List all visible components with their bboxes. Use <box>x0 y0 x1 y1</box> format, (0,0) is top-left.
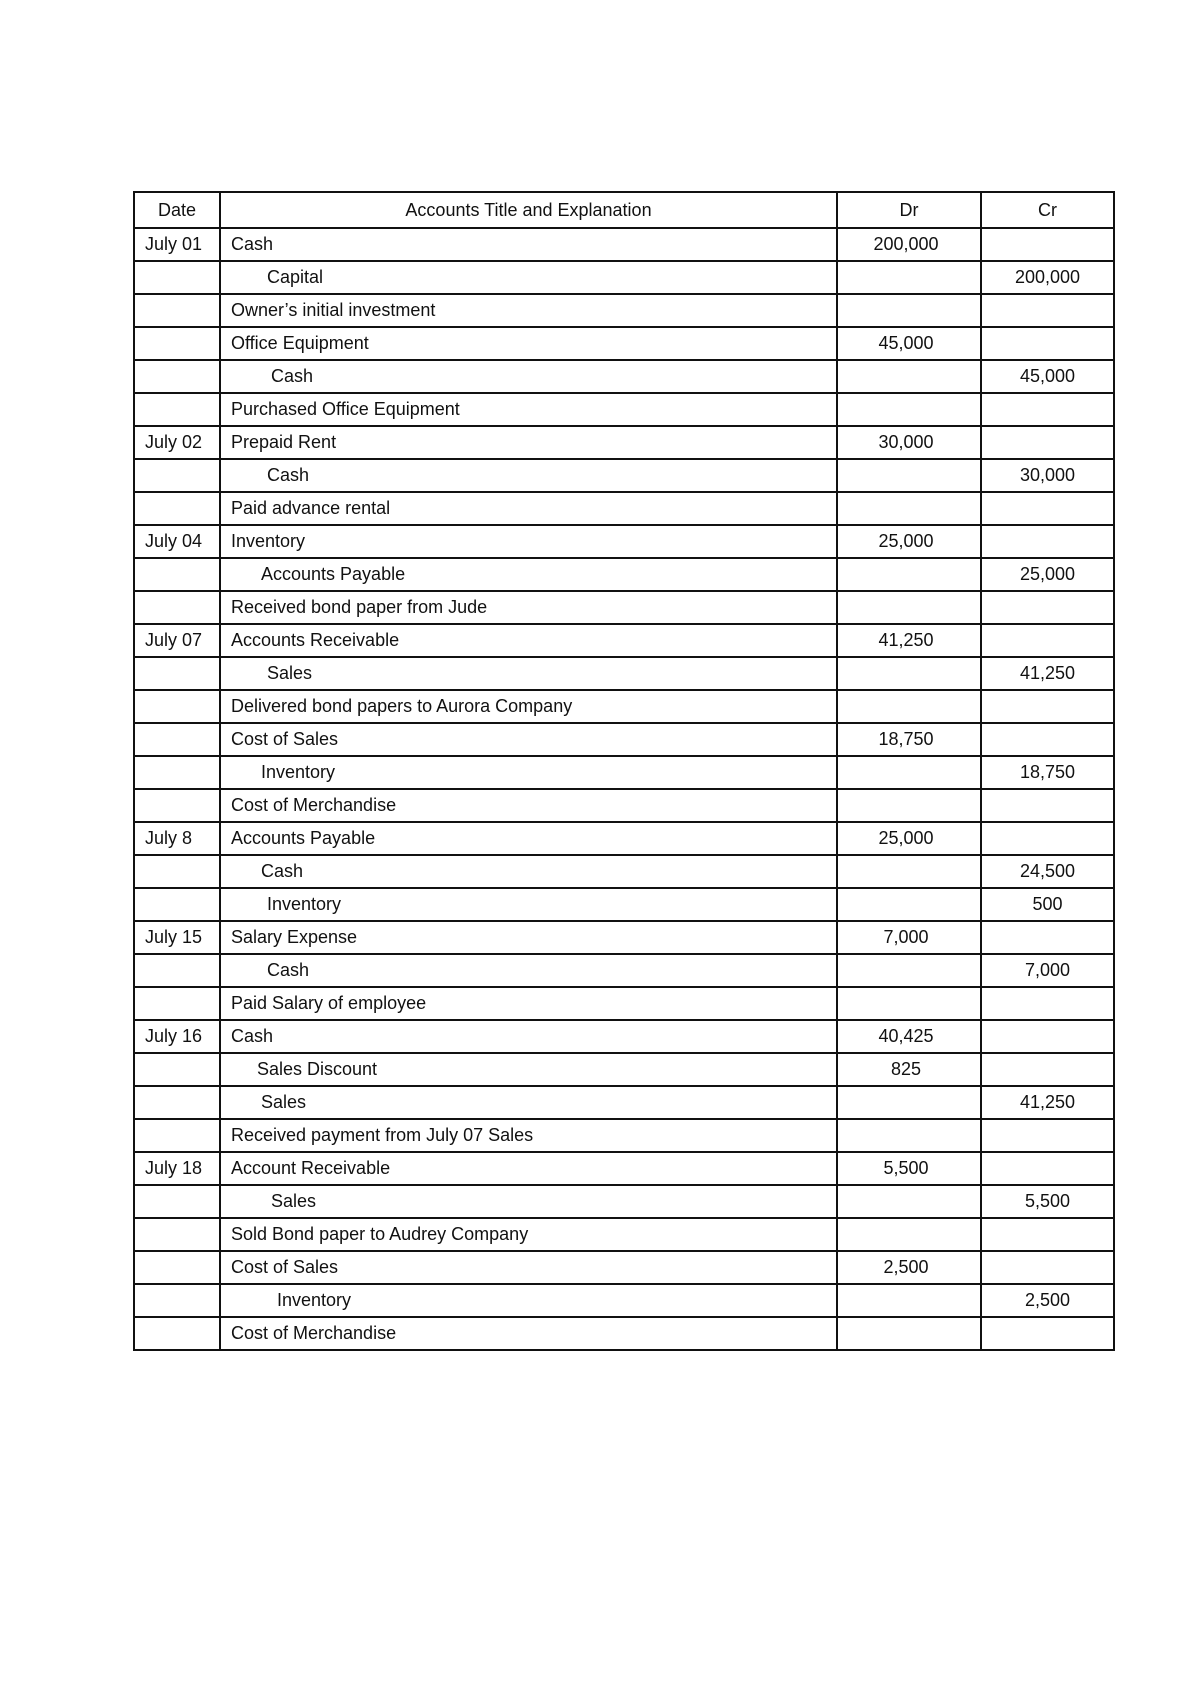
account-cell: Received payment from July 07 Sales <box>220 1119 837 1152</box>
credit-cell <box>981 987 1114 1020</box>
date-cell <box>134 1185 220 1218</box>
account-cell: Received bond paper from Jude <box>220 591 837 624</box>
credit-cell <box>981 1317 1114 1350</box>
table-row <box>134 426 1114 459</box>
table-row <box>134 954 1114 987</box>
credit-cell <box>981 789 1114 822</box>
date-cell <box>134 327 220 360</box>
account-cell: Cash <box>220 954 837 987</box>
credit-cell <box>981 1152 1114 1185</box>
credit-cell <box>981 921 1114 954</box>
credit-header: Cr <box>981 192 1114 228</box>
account-cell: Accounts Payable <box>220 822 837 855</box>
table-row <box>134 888 1114 921</box>
account-cell: Sold Bond paper to Audrey Company <box>220 1218 837 1251</box>
table-row <box>134 261 1114 294</box>
table-row <box>134 855 1114 888</box>
table-row <box>134 1152 1114 1185</box>
table-row <box>134 789 1114 822</box>
debit-cell <box>837 558 981 591</box>
header-row <box>134 192 1114 228</box>
credit-cell: 2,500 <box>981 1284 1114 1317</box>
debit-cell: 25,000 <box>837 525 981 558</box>
table-row <box>134 1119 1114 1152</box>
table-row <box>134 360 1114 393</box>
credit-cell <box>981 228 1114 261</box>
credit-cell <box>981 624 1114 657</box>
debit-cell <box>837 855 981 888</box>
credit-cell: 200,000 <box>981 261 1114 294</box>
debit-cell: 5,500 <box>837 1152 981 1185</box>
debit-cell: 7,000 <box>837 921 981 954</box>
table-row <box>134 1218 1114 1251</box>
account-cell: Accounts Payable <box>220 558 837 591</box>
debit-cell <box>837 459 981 492</box>
date-cell: July 15 <box>134 921 220 954</box>
account-cell: Salary Expense <box>220 921 837 954</box>
account-cell: Delivered bond papers to Aurora Company <box>220 690 837 723</box>
debit-cell <box>837 360 981 393</box>
debit-cell <box>837 492 981 525</box>
credit-cell <box>981 1251 1114 1284</box>
table-row <box>134 558 1114 591</box>
date-cell <box>134 558 220 591</box>
account-cell: Cash <box>220 360 837 393</box>
debit-cell: 40,425 <box>837 1020 981 1053</box>
debit-cell <box>837 789 981 822</box>
debit-cell <box>837 261 981 294</box>
debit-cell: 30,000 <box>837 426 981 459</box>
date-cell <box>134 888 220 921</box>
date-cell: July 16 <box>134 1020 220 1053</box>
date-cell <box>134 294 220 327</box>
debit-cell <box>837 1317 981 1350</box>
date-cell <box>134 1086 220 1119</box>
account-cell: Cost of Sales <box>220 1251 837 1284</box>
account-cell: Sales Discount <box>220 1053 837 1086</box>
debit-cell <box>837 1218 981 1251</box>
account-header: Accounts Title and Explanation <box>220 192 837 228</box>
date-cell <box>134 459 220 492</box>
table-row <box>134 1251 1114 1284</box>
credit-cell <box>981 426 1114 459</box>
table-row <box>134 1284 1114 1317</box>
table-row <box>134 1086 1114 1119</box>
account-cell: Cash <box>220 459 837 492</box>
debit-cell <box>837 657 981 690</box>
table-row <box>134 228 1114 261</box>
date-cell: July 02 <box>134 426 220 459</box>
debit-cell <box>837 690 981 723</box>
date-cell <box>134 1284 220 1317</box>
credit-cell: 18,750 <box>981 756 1114 789</box>
debit-cell: 200,000 <box>837 228 981 261</box>
account-cell: Account Receivable <box>220 1152 837 1185</box>
account-cell: Cost of Merchandise <box>220 1317 837 1350</box>
table-row <box>134 921 1114 954</box>
debit-cell: 2,500 <box>837 1251 981 1284</box>
account-cell: Capital <box>220 261 837 294</box>
date-cell <box>134 756 220 789</box>
date-cell <box>134 690 220 723</box>
debit-cell: 25,000 <box>837 822 981 855</box>
debit-cell <box>837 591 981 624</box>
credit-cell: 25,000 <box>981 558 1114 591</box>
debit-cell <box>837 987 981 1020</box>
account-cell: Purchased Office Equipment <box>220 393 837 426</box>
debit-cell: 41,250 <box>837 624 981 657</box>
date-cell: July 04 <box>134 525 220 558</box>
account-cell: Office Equipment <box>220 327 837 360</box>
table-row <box>134 624 1114 657</box>
table-row <box>134 459 1114 492</box>
account-cell: Owner’s initial investment <box>220 294 837 327</box>
credit-cell <box>981 525 1114 558</box>
date-cell <box>134 360 220 393</box>
debit-cell <box>837 1119 981 1152</box>
date-cell <box>134 987 220 1020</box>
table-row <box>134 591 1114 624</box>
date-cell <box>134 393 220 426</box>
account-cell: Inventory <box>220 1284 837 1317</box>
table-row <box>134 987 1114 1020</box>
table-row <box>134 1185 1114 1218</box>
debit-cell <box>837 1185 981 1218</box>
account-cell: Sales <box>220 1185 837 1218</box>
credit-cell <box>981 294 1114 327</box>
credit-cell: 7,000 <box>981 954 1114 987</box>
date-cell: July 8 <box>134 822 220 855</box>
credit-cell <box>981 1218 1114 1251</box>
account-cell: Accounts Receivable <box>220 624 837 657</box>
date-cell: July 01 <box>134 228 220 261</box>
date-cell <box>134 954 220 987</box>
account-cell: Sales <box>220 1086 837 1119</box>
account-cell: Sales <box>220 657 837 690</box>
credit-cell <box>981 393 1114 426</box>
account-cell: Inventory <box>220 888 837 921</box>
credit-cell <box>981 1020 1114 1053</box>
debit-cell <box>837 1086 981 1119</box>
date-cell <box>134 1251 220 1284</box>
table-row <box>134 1317 1114 1350</box>
account-cell: Inventory <box>220 756 837 789</box>
account-cell: Cash <box>220 228 837 261</box>
date-cell <box>134 1119 220 1152</box>
credit-cell: 41,250 <box>981 1086 1114 1119</box>
debit-cell <box>837 1284 981 1317</box>
account-cell: Cash <box>220 855 837 888</box>
credit-cell: 45,000 <box>981 360 1114 393</box>
journal-table <box>133 191 1115 1351</box>
date-cell <box>134 657 220 690</box>
credit-cell <box>981 591 1114 624</box>
table-row <box>134 294 1114 327</box>
credit-cell: 5,500 <box>981 1185 1114 1218</box>
debit-cell <box>837 888 981 921</box>
date-header: Date <box>134 192 220 228</box>
account-cell: Paid Salary of employee <box>220 987 837 1020</box>
date-cell <box>134 591 220 624</box>
account-cell: Cash <box>220 1020 837 1053</box>
date-cell: July 18 <box>134 1152 220 1185</box>
credit-cell <box>981 690 1114 723</box>
debit-cell: 18,750 <box>837 723 981 756</box>
date-cell <box>134 855 220 888</box>
date-cell <box>134 723 220 756</box>
credit-cell <box>981 492 1114 525</box>
account-cell: Inventory <box>220 525 837 558</box>
debit-cell <box>837 294 981 327</box>
debit-cell <box>837 756 981 789</box>
table-row <box>134 756 1114 789</box>
date-cell <box>134 789 220 822</box>
account-cell: Cost of Sales <box>220 723 837 756</box>
date-cell <box>134 1053 220 1086</box>
date-cell <box>134 1218 220 1251</box>
credit-cell: 500 <box>981 888 1114 921</box>
credit-cell <box>981 1053 1114 1086</box>
date-cell <box>134 261 220 294</box>
debit-header: Dr <box>837 192 981 228</box>
credit-cell: 30,000 <box>981 459 1114 492</box>
date-cell <box>134 492 220 525</box>
date-cell <box>134 1317 220 1350</box>
debit-cell <box>837 954 981 987</box>
credit-cell: 24,500 <box>981 855 1114 888</box>
credit-cell <box>981 723 1114 756</box>
table-row <box>134 1053 1114 1086</box>
account-cell: Cost of Merchandise <box>220 789 837 822</box>
table-row <box>134 657 1114 690</box>
table-row <box>134 393 1114 426</box>
table-row <box>134 327 1114 360</box>
table-row <box>134 1020 1114 1053</box>
table-row <box>134 723 1114 756</box>
account-cell: Paid advance rental <box>220 492 837 525</box>
debit-cell <box>837 393 981 426</box>
table-row <box>134 492 1114 525</box>
table-row <box>134 690 1114 723</box>
credit-cell <box>981 1119 1114 1152</box>
credit-cell <box>981 327 1114 360</box>
credit-cell <box>981 822 1114 855</box>
debit-cell: 45,000 <box>837 327 981 360</box>
date-cell: July 07 <box>134 624 220 657</box>
table-row <box>134 822 1114 855</box>
account-cell: Prepaid Rent <box>220 426 837 459</box>
table-row <box>134 525 1114 558</box>
debit-cell: 825 <box>837 1053 981 1086</box>
credit-cell: 41,250 <box>981 657 1114 690</box>
